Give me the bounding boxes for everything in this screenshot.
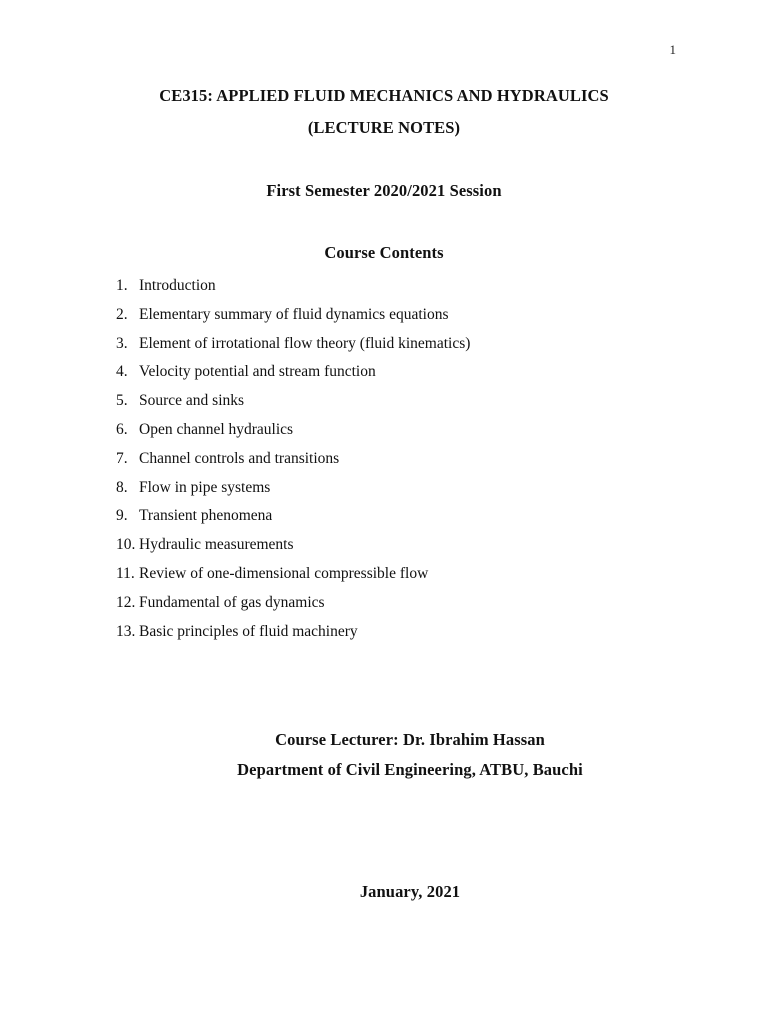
list-item-number: 2.	[116, 305, 128, 323]
list-item-number: 8.	[116, 478, 128, 496]
list-item-number: 10.	[116, 536, 136, 554]
list-item	[116, 560, 470, 589]
list-item-text: Fundamental of gas dynamics	[139, 593, 325, 611]
list-item-number: 1.	[116, 277, 128, 294]
list-item	[116, 387, 470, 416]
list-item-text: Elementary summary of fluid dynamics equations	[139, 305, 449, 323]
list-item	[116, 416, 470, 445]
list-item	[116, 330, 470, 359]
list-item	[116, 474, 470, 503]
document-title: CE315: APPLIED FLUID MECHANICS AND HYDRAULICS	[159, 86, 609, 105]
list-item-number: 7.	[116, 449, 128, 467]
course-contents-heading: Course Contents	[324, 243, 444, 262]
list-item	[116, 618, 470, 647]
department-line: Department of Civil Engineering, ATBU, Bauchi	[237, 760, 583, 779]
list-item-number: 11.	[116, 564, 135, 582]
list-item-text: Hydraulic measurements	[139, 536, 294, 554]
list-item	[116, 445, 470, 474]
list-item-text: Transient phenomena	[139, 507, 273, 525]
list-item-text: Introduction	[139, 277, 216, 294]
list-item-number: 4.	[116, 363, 128, 381]
list-item	[116, 589, 470, 618]
list-item-number: 12.	[116, 593, 136, 611]
list-item-number: 5.	[116, 392, 128, 410]
list-item-text: Velocity potential and stream function	[139, 363, 376, 381]
list-item	[116, 301, 470, 330]
document-date: January, 2021	[359, 882, 461, 901]
list-item-text: Basic principles of fluid machinery	[139, 622, 358, 640]
list-item-text: Source and sinks	[139, 392, 245, 410]
list-item-text: Element of irrotational flow theory (fluid kinematics)	[139, 334, 471, 352]
list-item-text: Channel controls and transitions	[139, 449, 340, 467]
document-subtitle: (LECTURE NOTES)	[307, 118, 461, 137]
list-item	[116, 272, 470, 301]
list-item-text: Open channel hydraulics	[139, 420, 294, 438]
list-item	[116, 502, 470, 531]
list-item	[116, 358, 470, 387]
list-item-number: 13.	[116, 622, 136, 640]
list-item	[116, 531, 470, 560]
list-item-text: Review of one-dimensional compressible flow	[139, 564, 429, 582]
list-item-number: 6.	[116, 420, 128, 438]
course-lecturer: Course Lecturer: Dr. Ibrahim Hassan	[275, 730, 545, 749]
course-contents-list	[116, 272, 470, 646]
list-item-number: 3.	[116, 334, 128, 352]
list-item-number: 9.	[116, 507, 128, 525]
page-number: 1	[669, 42, 676, 57]
semester-line: First Semester 2020/2021 Session	[266, 181, 502, 200]
list-item-text: Flow in pipe systems	[139, 478, 271, 496]
